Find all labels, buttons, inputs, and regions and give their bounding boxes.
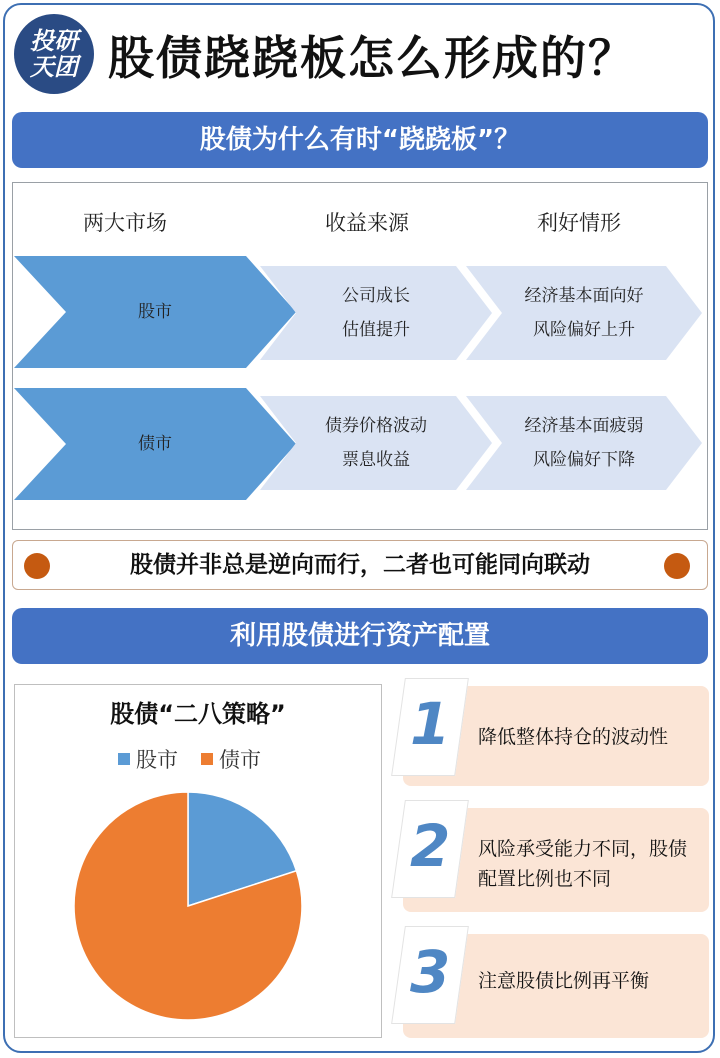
stock-market-arrow <box>14 256 296 368</box>
legend-label-bond: 债市 <box>219 748 261 772</box>
stock-source-1: 公司成长 <box>342 286 410 306</box>
section1-banner: 股债为什么有时“跷跷板”？ <box>12 112 708 168</box>
tip-text-1: 降低整体持仓的波动性 <box>478 726 669 748</box>
stock-favorable-chevron <box>466 266 702 360</box>
header-markets: 两大市场 <box>83 211 167 235</box>
bond-source-chevron <box>260 396 492 490</box>
logo-line1: 投研 <box>30 27 78 55</box>
bond-favorable-2: 风险偏好下降 <box>533 450 635 470</box>
stock-favorable-text <box>525 279 644 347</box>
num-3: 3 <box>410 938 451 1006</box>
num-1: 1 <box>410 690 451 758</box>
bond-favorable-chevron <box>466 396 702 490</box>
tip-text-2: 风险承受能力不同，股债配置比例也不同 <box>478 838 688 890</box>
legend-bond <box>201 744 261 774</box>
legend-stock <box>118 744 178 774</box>
bond-source-1: 债券价格波动 <box>325 416 427 436</box>
legend-swatch-bond <box>201 753 213 765</box>
stock-source-chevron <box>260 266 492 360</box>
bond-favorable-text <box>525 409 644 477</box>
header-source: 收益来源 <box>325 211 409 235</box>
bond-market-label: 债市 <box>138 434 172 454</box>
pie-chart <box>14 780 382 1030</box>
stock-source-text <box>342 279 410 347</box>
stock-market-label: 股市 <box>138 302 172 322</box>
bond-source-2: 票息收益 <box>342 450 410 470</box>
bond-market-arrow <box>14 388 296 500</box>
chart-title: 股债“二八策略” <box>110 700 286 728</box>
logo-line2: 天团 <box>30 53 78 81</box>
stock-favorable-1: 经济基本面向好 <box>524 286 644 306</box>
bond-source-text <box>325 409 427 477</box>
bond-favorable-1: 经济基本面疲弱 <box>524 416 644 436</box>
legend-label-stock: 股市 <box>136 748 178 772</box>
tip-text-3: 注意股债比例再平衡 <box>478 970 650 992</box>
note-text: 股债并非总是逆向而行，二者也可能同向联动 <box>130 552 590 578</box>
page-title: 股债跷跷板怎么形成的？ <box>108 31 636 85</box>
stock-source-2: 估值提升 <box>342 320 410 340</box>
num-2: 2 <box>410 812 451 880</box>
brand-logo <box>14 14 94 94</box>
legend-swatch-stock <box>118 753 130 765</box>
header-favorable: 利好情形 <box>537 211 621 235</box>
section2-banner: 利用股债进行资产配置 <box>12 608 708 664</box>
stock-favorable-2: 风险偏好上升 <box>533 320 635 340</box>
